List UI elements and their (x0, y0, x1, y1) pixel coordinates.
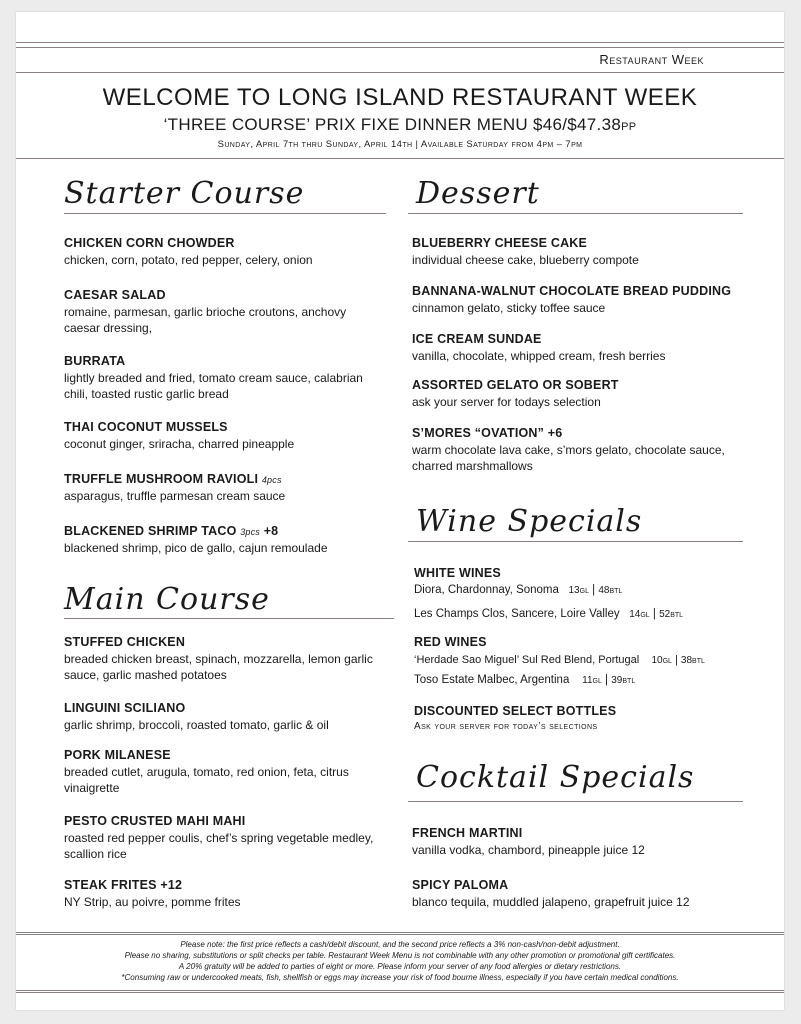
menu-item-title: SPICY PALOMA (412, 878, 509, 892)
header-rule-top-2 (16, 47, 784, 48)
menu-item-desc: garlic shrimp, broccoli, roasted tomato, garlic & oil (64, 718, 329, 732)
menu-item-name (64, 420, 384, 434)
footer-line: *Consuming raw or undercooked meats, fish, shellfish or eggs may increase your risk of food bourne illness, especially if you have certain medical conditions. (121, 973, 679, 982)
cocktail-underline (408, 801, 743, 802)
menu-item-desc: blanco tequila, muddled jalapeno, grapefruit juice 12 (412, 895, 690, 909)
menu-item (412, 236, 752, 268)
menu-item (64, 635, 394, 683)
menu-item-title: BURRATA (64, 354, 126, 368)
menu-item-name (64, 354, 384, 368)
menu-item-title: FRENCH MARTINI (412, 826, 523, 840)
white-wines-title: WHITE WINES (414, 566, 501, 580)
menu-item-name (412, 878, 752, 892)
menu-item-name (64, 524, 384, 538)
wine-underline (408, 541, 743, 542)
select-bottles-section (414, 704, 616, 732)
footer-line: Please note: the first price reflects a cash/debit discount, and the second price reflects a 3% non-cash/non-debit adjustment. (180, 940, 620, 949)
menu-item-name (64, 635, 394, 649)
red-wines-title: RED WINES (414, 635, 487, 649)
wine-name: Diora, Chardonnay, Sonoma (414, 584, 559, 596)
wine-name: ‘Herdade Sao Miguel’ Sul Red Blend, Portugal (414, 654, 640, 666)
menu-item (412, 426, 752, 474)
footer-line: Please no sharing, substitutions or split checks per table. Restaurant Week Menu is not combinable with any other promotion or promotional gift certificates. (124, 951, 676, 960)
main-underline (64, 618, 394, 619)
gl-unit: GL (662, 658, 672, 665)
menu-item-name (412, 284, 752, 298)
header-rule-bottom (16, 158, 784, 159)
menu-item-note: 4pcs (261, 475, 282, 485)
menu-item-desc: ask your server for todays selection (412, 395, 601, 409)
footer-line: A 20% gratuity will be added to parties of eight or more. Please inform your server of any food allergies or dietary restrictions. (178, 962, 622, 971)
footer-rule-top (16, 932, 784, 935)
menu-item-desc: coconut ginger, sriracha, charred pineapple (64, 437, 295, 451)
red-wines-section (414, 635, 705, 690)
starter-heading: Starter Course (64, 176, 305, 211)
menu-item-name (412, 332, 752, 346)
select-bottles-desc: Ask your server for today’s selections (414, 721, 598, 732)
menu-item-desc: asparagus, truffle parmesan cream sauce (64, 489, 286, 503)
menu-item-title: BLUEBERRY CHEESE CAKE (412, 236, 588, 250)
menu-item-desc: chicken, corn, potato, red pepper, celery, onion (64, 253, 313, 267)
subtitle-pp: PP (621, 121, 637, 133)
menu-item (412, 284, 752, 316)
menu-item-name (64, 236, 384, 250)
menu-item (412, 878, 752, 910)
menu-item (412, 332, 752, 364)
dessert-underline (408, 213, 743, 214)
menu-item (64, 524, 384, 556)
subtitle-main: ‘THREE COURSE’ PRIX FIXE DINNER MENU $46/$47.38 (163, 115, 622, 134)
white-wines-section (414, 566, 683, 624)
menu-item-desc: roasted red pepper coulis, chef’s spring vegetable medley, scallion rice (64, 831, 374, 861)
menu-item-title: STEAK FRITES +12 (64, 878, 183, 892)
menu-item-name (64, 701, 394, 715)
menu-item-title: STUFFED CHICKEN (64, 635, 186, 649)
menu-item-title: LINGUINI SCILIANO (64, 701, 186, 715)
menu-item-desc: breaded chicken breast, spinach, mozzarella, lemon garlic sauce, garlic mashed potatoes (64, 652, 373, 682)
menu-item-name (64, 472, 384, 486)
menu-item-desc: NY Strip, au poivre, pomme frites (64, 895, 241, 909)
footer-rule-bottom (16, 990, 784, 993)
menu-item (64, 814, 394, 862)
menu-item-title: PORK MILANESE (64, 748, 171, 762)
menu-item-title: CAESAR SALAD (64, 288, 166, 302)
wine-row: Les Champs Clos, Sancere, Loire Valley 14GL | 52BTL (414, 608, 684, 620)
footer-notes (16, 939, 784, 983)
menu-item-name (64, 814, 394, 828)
menu-item-title: CHICKEN CORN CHOWDER (64, 236, 235, 250)
wine-bottle-price: 48 (598, 585, 610, 596)
menu-item-name (64, 878, 394, 892)
page-title: WELCOME TO LONG ISLAND RESTAURANT WEEK (102, 84, 698, 111)
menu-item (64, 701, 394, 733)
wine-heading: Wine Specials (416, 504, 643, 539)
wine-name: Toso Estate Malbec, Argentina (414, 674, 570, 686)
menu-item-desc: cinnamon gelato, sticky toffee sauce (412, 301, 606, 315)
gl-unit: GL (592, 678, 602, 685)
gl-unit: GL (579, 588, 589, 595)
wine-row: ‘Herdade Sao Miguel’ Sul Red Blend, Portugal 10GL | 38BTL (414, 654, 705, 666)
menu-item (64, 748, 394, 796)
starter-underline (64, 213, 386, 214)
menu-item-desc: vanilla, chocolate, whipped cream, fresh berries (412, 349, 666, 363)
menu-item-title: BLACKENED SHRIMP TACO (64, 524, 237, 538)
btl-unit: BTL (609, 588, 623, 595)
header-rule-mid (16, 72, 784, 73)
menu-item-name (64, 748, 394, 762)
menu-item-name (412, 236, 752, 250)
menu-item-name (412, 378, 752, 392)
menu-item-title: BANNANA-WALNUT CHOCOLATE BREAD PUDDING (412, 284, 732, 298)
wine-row: Diora, Chardonnay, Sonoma 13GL | 48BTL (414, 584, 623, 596)
header-rule-top (16, 42, 784, 43)
menu-item-title: S’MORES “OVATION” +6 (412, 426, 563, 440)
menu-item-name (412, 426, 752, 440)
menu-page (16, 12, 784, 1010)
menu-item-name (412, 826, 752, 840)
wine-glass-price: 14 (629, 609, 641, 620)
menu-item-desc: vanilla vodka, chambord, pineapple juice 12 (412, 843, 645, 857)
gl-unit: GL (640, 612, 650, 619)
select-bottles-title: DISCOUNTED SELECT BOTTLES (414, 704, 617, 718)
page-subtitle (16, 115, 784, 135)
wine-bottle-price: 39 (611, 675, 623, 686)
menu-item (64, 420, 384, 452)
btl-unit: BTL (670, 612, 684, 619)
menu-item-desc: warm chocolate lava cake, s’mors gelato, chocolate sauce, charred marshmallows (412, 443, 725, 473)
menu-item-surcharge: +8 (263, 524, 279, 538)
menu-item (64, 236, 384, 268)
menu-item-title: ASSORTED GELATO OR SOBERT (412, 378, 619, 392)
wine-row: Toso Estate Malbec, Argentina 11GL | 39BTL (414, 674, 636, 686)
cocktail-heading: Cocktail Specials (416, 760, 695, 795)
menu-item-name (64, 288, 384, 302)
menu-item-title: PESTO CRUSTED MAHI MAHI (64, 814, 246, 828)
wine-bottle-price: 52 (659, 609, 671, 620)
menu-item-desc: blackened shrimp, pico de gallo, cajun remoulade (64, 541, 328, 555)
menu-item (412, 378, 752, 410)
menu-item-title: ICE CREAM SUNDAE (412, 332, 542, 346)
menu-item (64, 288, 384, 336)
btl-unit: BTL (692, 658, 705, 665)
wine-glass-price: 10 (651, 655, 663, 666)
wine-glass-price: 11 (582, 675, 593, 686)
wine-bottle-price: 38 (680, 655, 693, 666)
restaurant-week-tag: Restaurant Week (599, 52, 704, 67)
menu-item (412, 826, 752, 858)
menu-item-desc: romaine, parmesan, garlic brioche croutons, anchovy caesar dressing, (64, 305, 347, 335)
menu-item (64, 354, 384, 402)
menu-dates: Sunday, April 7th thru Sunday, April 14th | Available Saturday from 4pm – 7pm (217, 139, 583, 150)
menu-item-desc: individual cheese cake, blueberry compote (412, 253, 639, 267)
menu-item (64, 472, 384, 504)
menu-item-title: THAI COCONUT MUSSELS (64, 420, 228, 434)
dessert-heading: Dessert (416, 176, 540, 211)
menu-item-note: 3pcs (240, 527, 260, 537)
menu-item (64, 878, 394, 910)
wine-name: Les Champs Clos, Sancere, Loire Valley (414, 608, 620, 620)
wine-glass-price: 13 (568, 585, 580, 596)
menu-item-desc: breaded cutlet, arugula, tomato, red onion, feta, citrus vinaigrette (64, 765, 349, 795)
btl-unit: BTL (622, 678, 636, 685)
main-heading: Main Course (64, 582, 270, 617)
menu-item-title: TRUFFLE MUSHROOM RAVIOLI (64, 472, 259, 486)
menu-item-desc: lightly breaded and fried, tomato cream sauce, calabrian chili, toasted rustic garlic bread (64, 371, 363, 401)
